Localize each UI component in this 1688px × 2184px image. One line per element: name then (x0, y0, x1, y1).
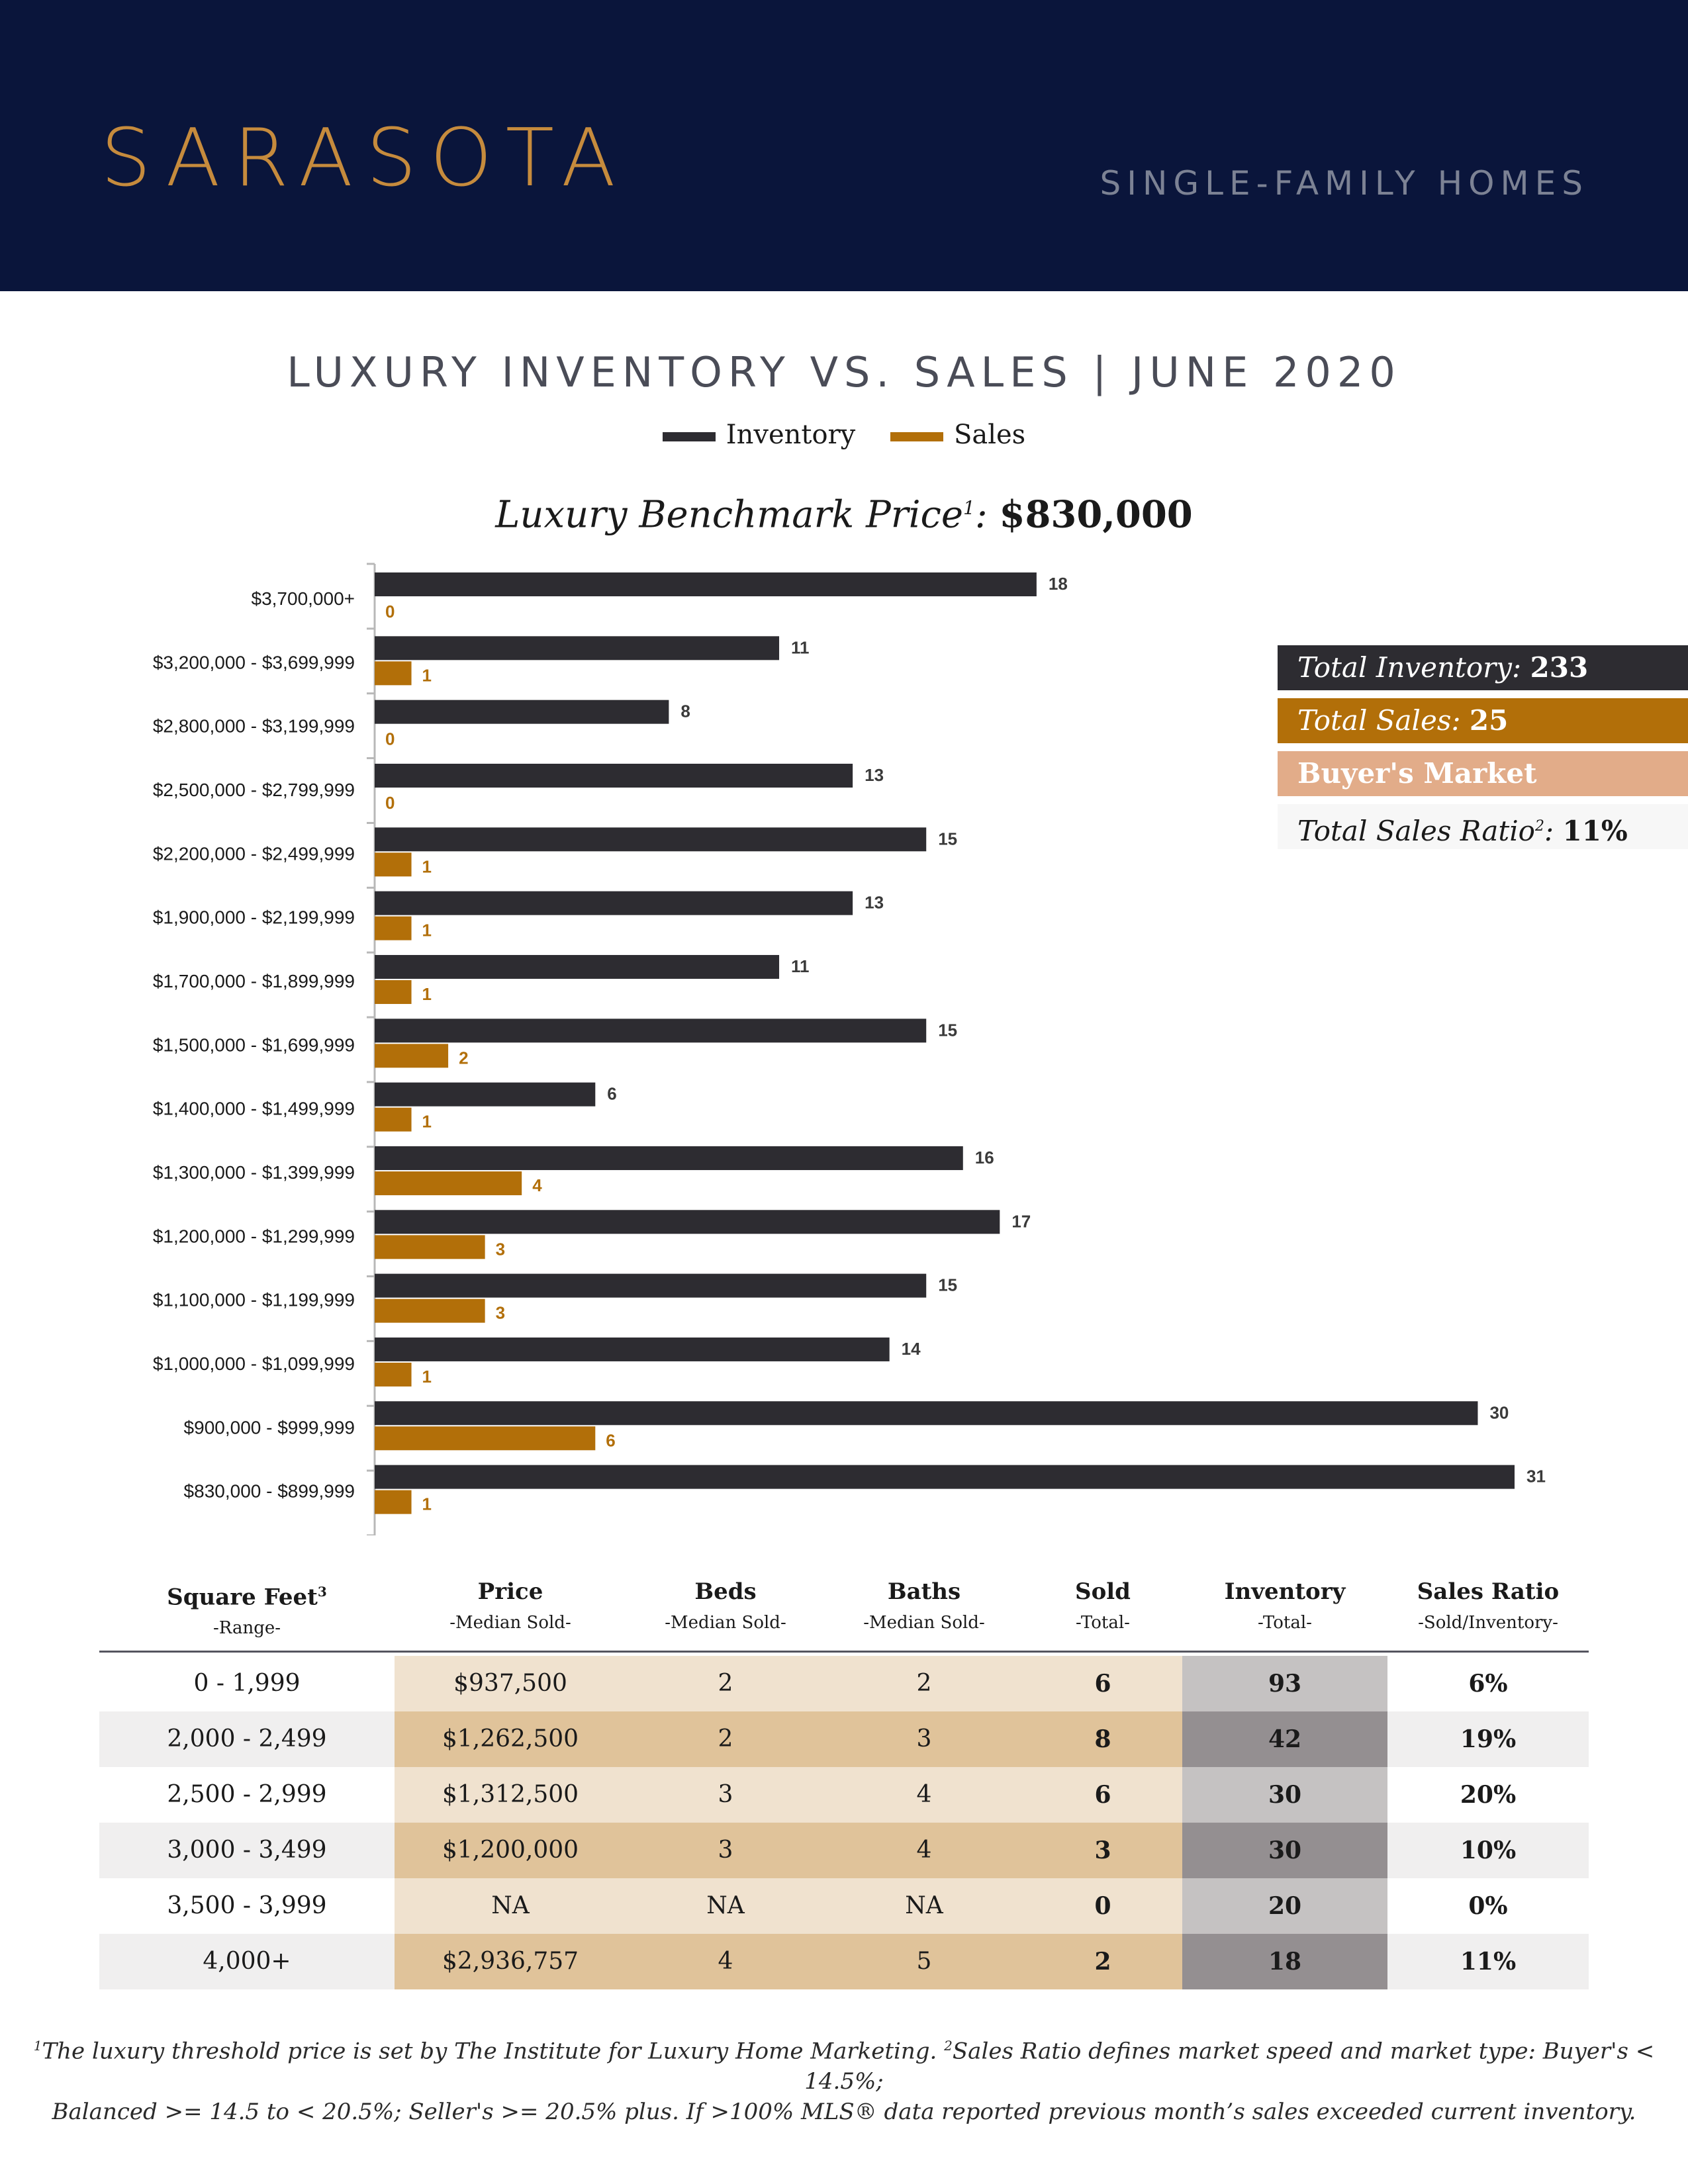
category-label: $2,500,000 - $2,799,999 (152, 779, 355, 800)
category-label: $1,700,000 - $1,899,999 (152, 970, 355, 991)
value-label-inventory: 16 (974, 1147, 994, 1167)
column-title: Sales Ratio (1417, 1578, 1560, 1605)
value-label-sales: 0 (385, 729, 395, 749)
column-header (1182, 1575, 1387, 1637)
market-type-box (1278, 751, 1688, 796)
legend-item-inventory (663, 418, 855, 451)
total-sales-value: 25 (1469, 704, 1509, 737)
table-cell: 19% (1387, 1711, 1589, 1767)
legend-swatch-sales (890, 432, 943, 441)
total-sales-ratio-label: Total Sales Ratio (1297, 815, 1535, 847)
column-subtitle: -Total- (1076, 1613, 1130, 1633)
inventory-sales-bar-chart (0, 549, 1688, 1535)
ratio-footnote-marker: 2 (1534, 818, 1544, 835)
table-cell: $2,936,757 (395, 1934, 626, 1989)
chart-title: LUXURY INVENTORY VS. SALES | JUNE 2020 (287, 348, 1401, 396)
table-row (99, 1767, 1589, 1823)
column-subtitle: -Median Sold- (449, 1613, 571, 1633)
column-header (1023, 1575, 1182, 1637)
table-cell: NA (395, 1878, 626, 1934)
header-banner (0, 0, 1688, 291)
bar-inventory (375, 1338, 890, 1361)
total-inventory-box (1278, 645, 1688, 690)
value-label-sales: 1 (422, 920, 432, 940)
category-label: $1,400,000 - $1,499,999 (152, 1098, 355, 1119)
table-row (99, 1878, 1589, 1934)
chart-legend (0, 418, 1688, 451)
bar-inventory (375, 1274, 926, 1298)
bar-inventory (375, 1210, 1000, 1234)
table-cell: 5 (825, 1934, 1023, 1989)
table-row (99, 1711, 1589, 1767)
category-label: $2,200,000 - $2,499,999 (152, 843, 355, 864)
bar-sales (375, 1363, 412, 1387)
category-label: $1,500,000 - $1,699,999 (152, 1034, 355, 1056)
value-label-sales: 3 (495, 1302, 506, 1323)
bar-sales (375, 1171, 522, 1195)
value-label-inventory: 30 (1489, 1402, 1509, 1423)
benchmark-label: Luxury Benchmark Price (495, 493, 963, 537)
legend-item-sales (890, 418, 1025, 451)
footnote-marker-2: 2 (944, 2038, 953, 2054)
total-sales-box (1278, 698, 1688, 743)
bar-inventory (375, 827, 926, 851)
column-title: Baths (887, 1578, 961, 1605)
value-label-inventory: 31 (1526, 1466, 1546, 1486)
value-label-sales: 1 (422, 983, 432, 1004)
table-cell: 3 (1023, 1823, 1182, 1878)
bar-sales (375, 1235, 485, 1259)
table-cell: 3 (825, 1711, 1023, 1767)
bar-sales (375, 661, 412, 685)
bar-inventory (375, 891, 853, 915)
column-subtitle: -Sold/Inventory- (1418, 1613, 1558, 1633)
value-label-inventory: 14 (901, 1338, 921, 1359)
table-cell: 4 (825, 1823, 1023, 1878)
value-label-sales: 4 (532, 1175, 542, 1195)
value-label-sales: 1 (422, 1366, 432, 1387)
bar-inventory (375, 764, 853, 788)
table-cell: 20% (1387, 1767, 1589, 1823)
bar-inventory (375, 1019, 926, 1042)
table-cell: 30 (1182, 1767, 1387, 1823)
value-label-inventory: 11 (791, 637, 810, 658)
category-label: $3,200,000 - $3,699,999 (152, 652, 355, 673)
category-label: $830,000 - $899,999 (183, 1480, 355, 1502)
category-label: $1,000,000 - $1,099,999 (152, 1353, 355, 1374)
bar-inventory (375, 1146, 963, 1170)
table-cell: 30 (1182, 1823, 1387, 1878)
table-cell: 10% (1387, 1823, 1589, 1878)
footnote-marker-1: 1 (33, 2038, 42, 2054)
value-label-inventory: 13 (865, 892, 884, 913)
category-label: $900,000 - $999,999 (183, 1417, 355, 1438)
bar-sales (375, 1299, 485, 1323)
category-label: $1,300,000 - $1,399,999 (152, 1161, 355, 1183)
value-label-inventory: 6 (607, 1083, 617, 1104)
table-cell: 4 (626, 1934, 825, 1989)
value-label-sales: 0 (385, 792, 395, 813)
table-cell: 0% (1387, 1878, 1589, 1934)
column-header (99, 1575, 395, 1643)
bar-sales (375, 852, 412, 876)
value-label-sales: 0 (385, 602, 395, 621)
table-cell: 42 (1182, 1711, 1387, 1767)
category-label: $1,200,000 - $1,299,999 (152, 1226, 355, 1247)
value-label-sales: 2 (459, 1048, 469, 1068)
bar-sales (375, 1490, 412, 1514)
value-label-sales: 6 (606, 1430, 616, 1451)
legend-label-inventory: Inventory (726, 420, 856, 450)
city-title: SARASOTA (101, 113, 629, 205)
column-title: Sold (1075, 1578, 1131, 1605)
column-title: Price (477, 1578, 543, 1605)
value-label-inventory: 11 (791, 956, 810, 976)
legend-swatch-inventory (663, 432, 716, 441)
table-cell: 3 (626, 1767, 825, 1823)
column-header (626, 1575, 825, 1637)
value-label-inventory: 15 (938, 1020, 958, 1040)
value-label-sales: 1 (422, 856, 432, 877)
footnote-text-3: Balanced >= 14.5 to < 20.5%; Seller's >= 20.5% plus. If >100% MLS® data reported previous month’s sales exceeded current inventory. (52, 2099, 1636, 2126)
table-cell: $937,500 (395, 1656, 626, 1711)
bar-inventory (375, 1465, 1515, 1489)
column-subtitle: -Range- (212, 1618, 281, 1639)
bar-sales (375, 1044, 448, 1068)
table-cell: 2 (626, 1656, 825, 1711)
value-label-sales: 3 (495, 1239, 506, 1259)
bar-inventory (375, 636, 779, 660)
table-cell: 11% (1387, 1934, 1589, 1989)
property-type-subtitle: SINGLE-FAMILY HOMES (1100, 164, 1589, 203)
bar-inventory (375, 572, 1037, 596)
bar-sales (375, 1426, 595, 1450)
table-cell: 3 (626, 1823, 825, 1878)
benchmark-footnote-marker: 1 (963, 497, 975, 519)
column-title: Inventory (1224, 1578, 1346, 1605)
column-subtitle: -Median Sold- (863, 1613, 985, 1633)
table-cell: 3,500 - 3,999 (99, 1878, 395, 1934)
table-row (99, 1934, 1589, 1989)
bar-inventory (375, 1401, 1477, 1425)
table-header-row (99, 1575, 1589, 1648)
value-label-inventory: 18 (1048, 574, 1068, 594)
total-inventory-label: Total Inventory: (1297, 651, 1522, 684)
table-cell: 93 (1182, 1656, 1387, 1711)
column-subtitle: -Total- (1258, 1613, 1312, 1633)
total-sales-ratio-value: 11% (1562, 815, 1628, 847)
value-label-inventory: 13 (865, 764, 884, 785)
table-cell: 2,000 - 2,499 (99, 1711, 395, 1767)
value-label-sales: 1 (422, 1111, 432, 1132)
column-header (1387, 1575, 1589, 1637)
total-sales-label: Total Sales: (1297, 704, 1461, 737)
table-cell: 2 (626, 1711, 825, 1767)
total-inventory-value: 233 (1530, 651, 1589, 684)
category-label: $1,900,000 - $2,199,999 (152, 907, 355, 928)
value-label-sales: 1 (422, 1494, 432, 1514)
benchmark-price: Luxury Benchmark Price$^1$: $830,000 (495, 492, 1193, 537)
bar-sales (375, 1108, 412, 1132)
category-label: $1,100,000 - $1,199,999 (152, 1289, 355, 1310)
column-title: Square Feet$^3$ (167, 1584, 327, 1611)
category-label: $2,800,000 - $3,199,999 (152, 715, 355, 737)
column-footnote-marker: 3 (317, 1584, 327, 1600)
legend-label-sales: Sales (953, 420, 1026, 450)
value-label-inventory: 15 (938, 1275, 958, 1295)
table-body (99, 1656, 1589, 1989)
table-cell: 4,000+ (99, 1934, 395, 1989)
category-label: $3,700,000+ (251, 588, 355, 609)
table-cell: $1,262,500 (395, 1711, 626, 1767)
table-cell: 18 (1182, 1934, 1387, 1989)
table-cell: 20 (1182, 1878, 1387, 1934)
table-cell: 6% (1387, 1656, 1589, 1711)
footnote-text-2: Sales Ratio defines market speed and market type: Buyer's < 14.5%; (804, 2038, 1655, 2095)
market-type-label: Buyer's Market (1297, 757, 1537, 790)
column-header (825, 1575, 1023, 1637)
table-cell: 3,000 - 3,499 (99, 1823, 395, 1878)
table-row (99, 1656, 1589, 1711)
bar-inventory (375, 700, 669, 724)
bar-inventory (375, 955, 779, 979)
benchmark-value: $830,000 (999, 492, 1193, 537)
table-cell: 2,500 - 2,999 (99, 1767, 395, 1823)
bar-sales (375, 917, 412, 940)
table-cell: $1,200,000 (395, 1823, 626, 1878)
bar-sales (375, 980, 412, 1004)
table-cell: 0 - 1,999 (99, 1656, 395, 1711)
total-sales-ratio-box: Total Sales Ratio$^2$: 11% (1278, 804, 1688, 849)
bar-inventory (375, 1083, 595, 1107)
table-row (99, 1823, 1589, 1878)
table-cell: 2 (1023, 1934, 1182, 1989)
table-cell: 6 (1023, 1656, 1182, 1711)
footnote (0, 2030, 1688, 2127)
column-title: Beds (694, 1578, 757, 1605)
column-header (395, 1575, 626, 1637)
table-cell: $1,312,500 (395, 1767, 626, 1823)
value-label-inventory: 15 (938, 829, 958, 849)
table-cell: NA (626, 1878, 825, 1934)
value-label-inventory: 8 (680, 701, 690, 721)
value-label-inventory: 17 (1011, 1211, 1031, 1232)
footnote-text-1: The luxury threshold price is set by The Institute for Luxury Home Marketing. (42, 2038, 937, 2065)
table-cell: 4 (825, 1767, 1023, 1823)
table-cell: 6 (1023, 1767, 1182, 1823)
square-feet-table (99, 1575, 1589, 1976)
value-label-sales: 1 (422, 665, 432, 686)
table-cell: 8 (1023, 1711, 1182, 1767)
table-cell: 2 (825, 1656, 1023, 1711)
column-subtitle: -Median Sold- (665, 1613, 786, 1633)
table-header-rule (99, 1651, 1589, 1653)
table-cell: NA (825, 1878, 1023, 1934)
table-cell: 0 (1023, 1878, 1182, 1934)
